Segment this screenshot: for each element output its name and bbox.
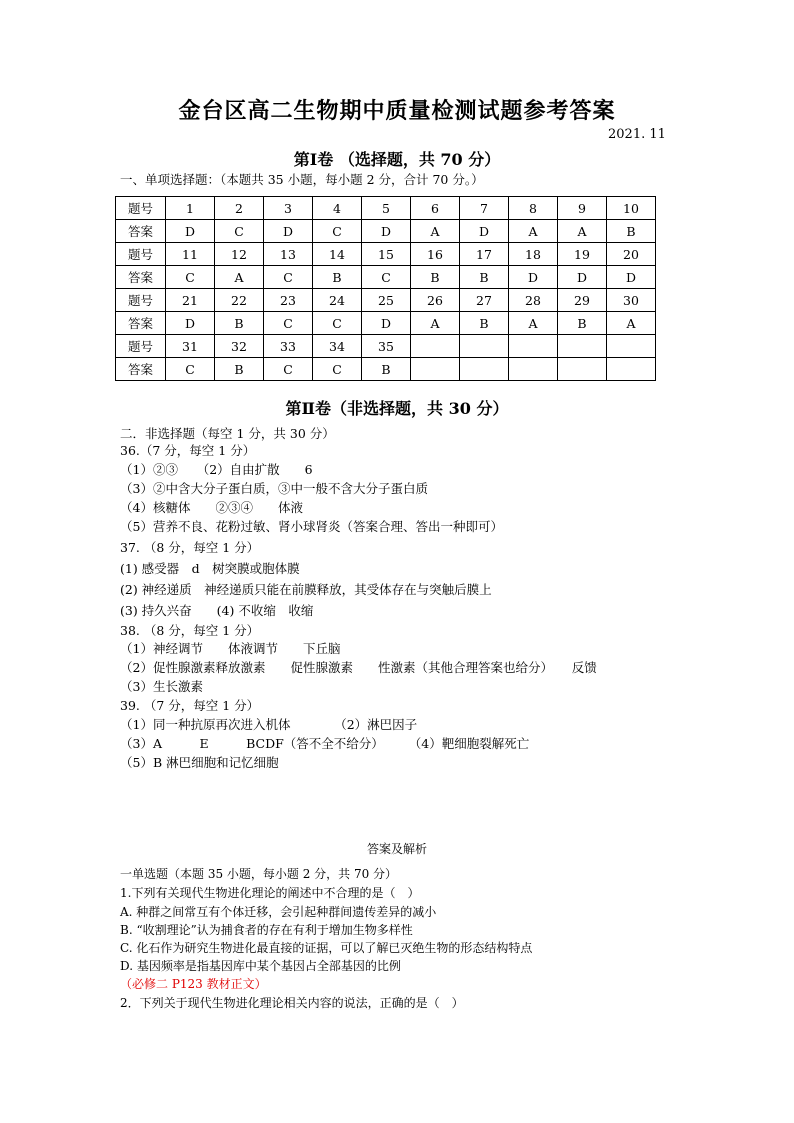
answer-cell: C bbox=[313, 312, 362, 335]
analysis-title: 答案及解析 bbox=[366, 842, 427, 856]
question-number-cell: 15 bbox=[362, 243, 411, 266]
answer-cell bbox=[509, 358, 558, 381]
answer-table bbox=[115, 196, 656, 381]
answer-line: （3）生长激素 bbox=[120, 679, 203, 694]
answer-cell: B bbox=[362, 358, 411, 381]
question-1-source-note: （必修二 P123 教材正文） bbox=[120, 977, 267, 991]
question-number-cell bbox=[411, 335, 460, 358]
part1-section-label: 一、单项选择题：（本题共 35 小题，每小题 2 分，合计 70 分。） bbox=[120, 172, 484, 187]
question-number-cell: 22 bbox=[215, 289, 264, 312]
answer-header: 答案 bbox=[116, 220, 166, 243]
answer-line: (2) 神经递质 神经递质只能在前膜释放，其受体存在与突触后膜上 bbox=[120, 582, 492, 597]
question-1-option-d: D. 基因频率是指基因库中某个基因占全部基因的比例 bbox=[120, 959, 401, 973]
question-number-cell: 3 bbox=[264, 197, 313, 220]
question-number-cell: 4 bbox=[313, 197, 362, 220]
answer-cell: C bbox=[313, 358, 362, 381]
answer-line: (1) 感受器 d 树突膜或胞体膜 bbox=[120, 561, 300, 576]
answer-cell: D bbox=[509, 266, 558, 289]
question-number-row bbox=[116, 335, 656, 358]
answer-cell: B bbox=[313, 266, 362, 289]
answer-cell: A bbox=[215, 266, 264, 289]
answer-cell: D bbox=[607, 266, 656, 289]
question-number-cell: 17 bbox=[460, 243, 509, 266]
question-number-row bbox=[116, 243, 656, 266]
answer-cell: C bbox=[166, 358, 215, 381]
answer-line: （1）②③ （2）自由扩散 6 bbox=[120, 462, 313, 477]
question-number-cell: 2 bbox=[215, 197, 264, 220]
part1-heading: 第Ⅰ卷 （选择题，共 70 分） bbox=[293, 150, 501, 169]
question-number-header: 题号 bbox=[116, 335, 166, 358]
question-number-cell: 16 bbox=[411, 243, 460, 266]
question-1-option-a: A. 种群之间常互有个体迁移，会引起种群间遗传差异的减小 bbox=[120, 905, 437, 919]
question-number-cell bbox=[460, 335, 509, 358]
question-number-cell: 26 bbox=[411, 289, 460, 312]
answer-cell: C bbox=[264, 266, 313, 289]
answer-cell: B bbox=[215, 312, 264, 335]
answer-line: （1）同一种抗原再次进入机体 （2）淋巴因子 bbox=[120, 717, 418, 732]
answer-line: （2）促性腺激素释放激素 促性腺激素 性激素（其他合理答案也给分） 反馈 bbox=[120, 660, 597, 675]
answer-cell: A bbox=[607, 312, 656, 335]
question-number-cell: 23 bbox=[264, 289, 313, 312]
answer-line: （3）②中含大分子蛋白质，③中一般不含大分子蛋白质 bbox=[120, 481, 428, 496]
answer-cell: D bbox=[362, 220, 411, 243]
answer-cell: A bbox=[509, 220, 558, 243]
answer-line: (3) 持久兴奋 (4) 不收缩 收缩 bbox=[120, 603, 314, 618]
answer-line: （5）营养不良、花粉过敏、肾小球肾炎（答案合理、答出一种即可） bbox=[120, 519, 503, 534]
answer-row bbox=[116, 266, 656, 289]
question-number-cell: 9 bbox=[558, 197, 607, 220]
question-number-row bbox=[116, 197, 656, 220]
question-number-cell: 29 bbox=[558, 289, 607, 312]
answer-cell bbox=[460, 358, 509, 381]
answer-cell: D bbox=[166, 312, 215, 335]
part2-heading: 第Ⅱ卷（非选择题，共 30 分） bbox=[285, 399, 509, 418]
answer-cell: D bbox=[460, 220, 509, 243]
question-1-option-c: C. 化石作为研究生物进化最直接的证据，可以了解已灭绝生物的形态结构特点 bbox=[120, 941, 533, 955]
answer-cell: B bbox=[558, 312, 607, 335]
answer-cell: B bbox=[460, 312, 509, 335]
answer-line: 37. （8 分，每空 1 分） bbox=[120, 540, 260, 555]
question-number-cell: 8 bbox=[509, 197, 558, 220]
answer-line: 39. （7 分，每空 1 分） bbox=[120, 698, 260, 713]
question-number-cell: 24 bbox=[313, 289, 362, 312]
question-number-cell: 13 bbox=[264, 243, 313, 266]
answer-row bbox=[116, 312, 656, 335]
answer-cell: A bbox=[509, 312, 558, 335]
question-number-cell: 33 bbox=[264, 335, 313, 358]
answer-header: 答案 bbox=[116, 312, 166, 335]
answer-cell: D bbox=[166, 220, 215, 243]
question-number-cell: 5 bbox=[362, 197, 411, 220]
question-number-cell: 6 bbox=[411, 197, 460, 220]
question-1: 1.下列有关现代生物进化理论的阐述中不合理的是（ ） bbox=[120, 886, 420, 900]
page-title: 金台区高二生物期中质量检测试题参考答案 bbox=[178, 98, 616, 124]
exam-date: 2021. 11 bbox=[608, 127, 666, 142]
question-number-header: 题号 bbox=[116, 243, 166, 266]
question-number-cell: 30 bbox=[607, 289, 656, 312]
answer-line: （1）神经调节 体液调节 下丘脑 bbox=[120, 641, 341, 656]
answer-cell bbox=[411, 358, 460, 381]
answer-cell: B bbox=[607, 220, 656, 243]
answer-header: 答案 bbox=[116, 358, 166, 381]
question-number-cell: 28 bbox=[509, 289, 558, 312]
question-number-cell: 12 bbox=[215, 243, 264, 266]
question-number-cell: 34 bbox=[313, 335, 362, 358]
question-number-cell: 10 bbox=[607, 197, 656, 220]
question-number-cell: 19 bbox=[558, 243, 607, 266]
question-number-cell: 31 bbox=[166, 335, 215, 358]
answer-cell bbox=[558, 358, 607, 381]
question-number-cell: 14 bbox=[313, 243, 362, 266]
question-number-cell: 20 bbox=[607, 243, 656, 266]
question-number-cell bbox=[607, 335, 656, 358]
part2-section-label: 二．非选择题（每空 1 分，共 30 分） bbox=[120, 426, 335, 441]
question-number-cell: 32 bbox=[215, 335, 264, 358]
analysis-section-label: 一单选题（本题 35 小题，每小题 2 分，共 70 分） bbox=[120, 867, 398, 881]
question-number-cell: 35 bbox=[362, 335, 411, 358]
question-number-cell: 1 bbox=[166, 197, 215, 220]
question-number-cell: 27 bbox=[460, 289, 509, 312]
answer-cell: B bbox=[411, 266, 460, 289]
question-1-option-b: B. “收割理论”认为捕食者的存在有利于增加生物多样性 bbox=[120, 923, 413, 937]
answer-line: （4）核糖体 ②③④ 体液 bbox=[120, 500, 303, 515]
answer-cell: C bbox=[264, 358, 313, 381]
question-2: 2．下列关于现代生物进化理论相关内容的说法，正确的是（ ） bbox=[120, 996, 464, 1010]
question-number-cell: 18 bbox=[509, 243, 558, 266]
answer-line: （3）A E BCDF（答不全不给分） （4）靶细胞裂解死亡 bbox=[120, 736, 530, 751]
answer-cell: D bbox=[362, 312, 411, 335]
question-number-cell: 25 bbox=[362, 289, 411, 312]
answer-cell: C bbox=[362, 266, 411, 289]
answer-row bbox=[116, 220, 656, 243]
answer-cell: A bbox=[558, 220, 607, 243]
answer-cell: D bbox=[558, 266, 607, 289]
answer-cell: C bbox=[166, 266, 215, 289]
question-number-cell bbox=[509, 335, 558, 358]
answer-cell: B bbox=[215, 358, 264, 381]
question-number-cell: 11 bbox=[166, 243, 215, 266]
answer-cell bbox=[607, 358, 656, 381]
answer-cell: A bbox=[411, 220, 460, 243]
question-number-header: 题号 bbox=[116, 197, 166, 220]
question-number-cell: 7 bbox=[460, 197, 509, 220]
answer-cell: C bbox=[215, 220, 264, 243]
answer-cell: C bbox=[264, 312, 313, 335]
answer-cell: A bbox=[411, 312, 460, 335]
answer-row bbox=[116, 358, 656, 381]
answer-cell: B bbox=[460, 266, 509, 289]
answer-cell: D bbox=[264, 220, 313, 243]
question-number-cell bbox=[558, 335, 607, 358]
answer-cell: C bbox=[313, 220, 362, 243]
answer-line: 36.（7 分，每空 1 分） bbox=[120, 443, 256, 458]
answer-line: （5）B 淋巴细胞和记忆细胞 bbox=[120, 755, 279, 770]
question-number-row bbox=[116, 289, 656, 312]
answer-header: 答案 bbox=[116, 266, 166, 289]
answer-line: 38. （8 分，每空 1 分） bbox=[120, 623, 260, 638]
question-number-cell: 21 bbox=[166, 289, 215, 312]
question-number-header: 题号 bbox=[116, 289, 166, 312]
